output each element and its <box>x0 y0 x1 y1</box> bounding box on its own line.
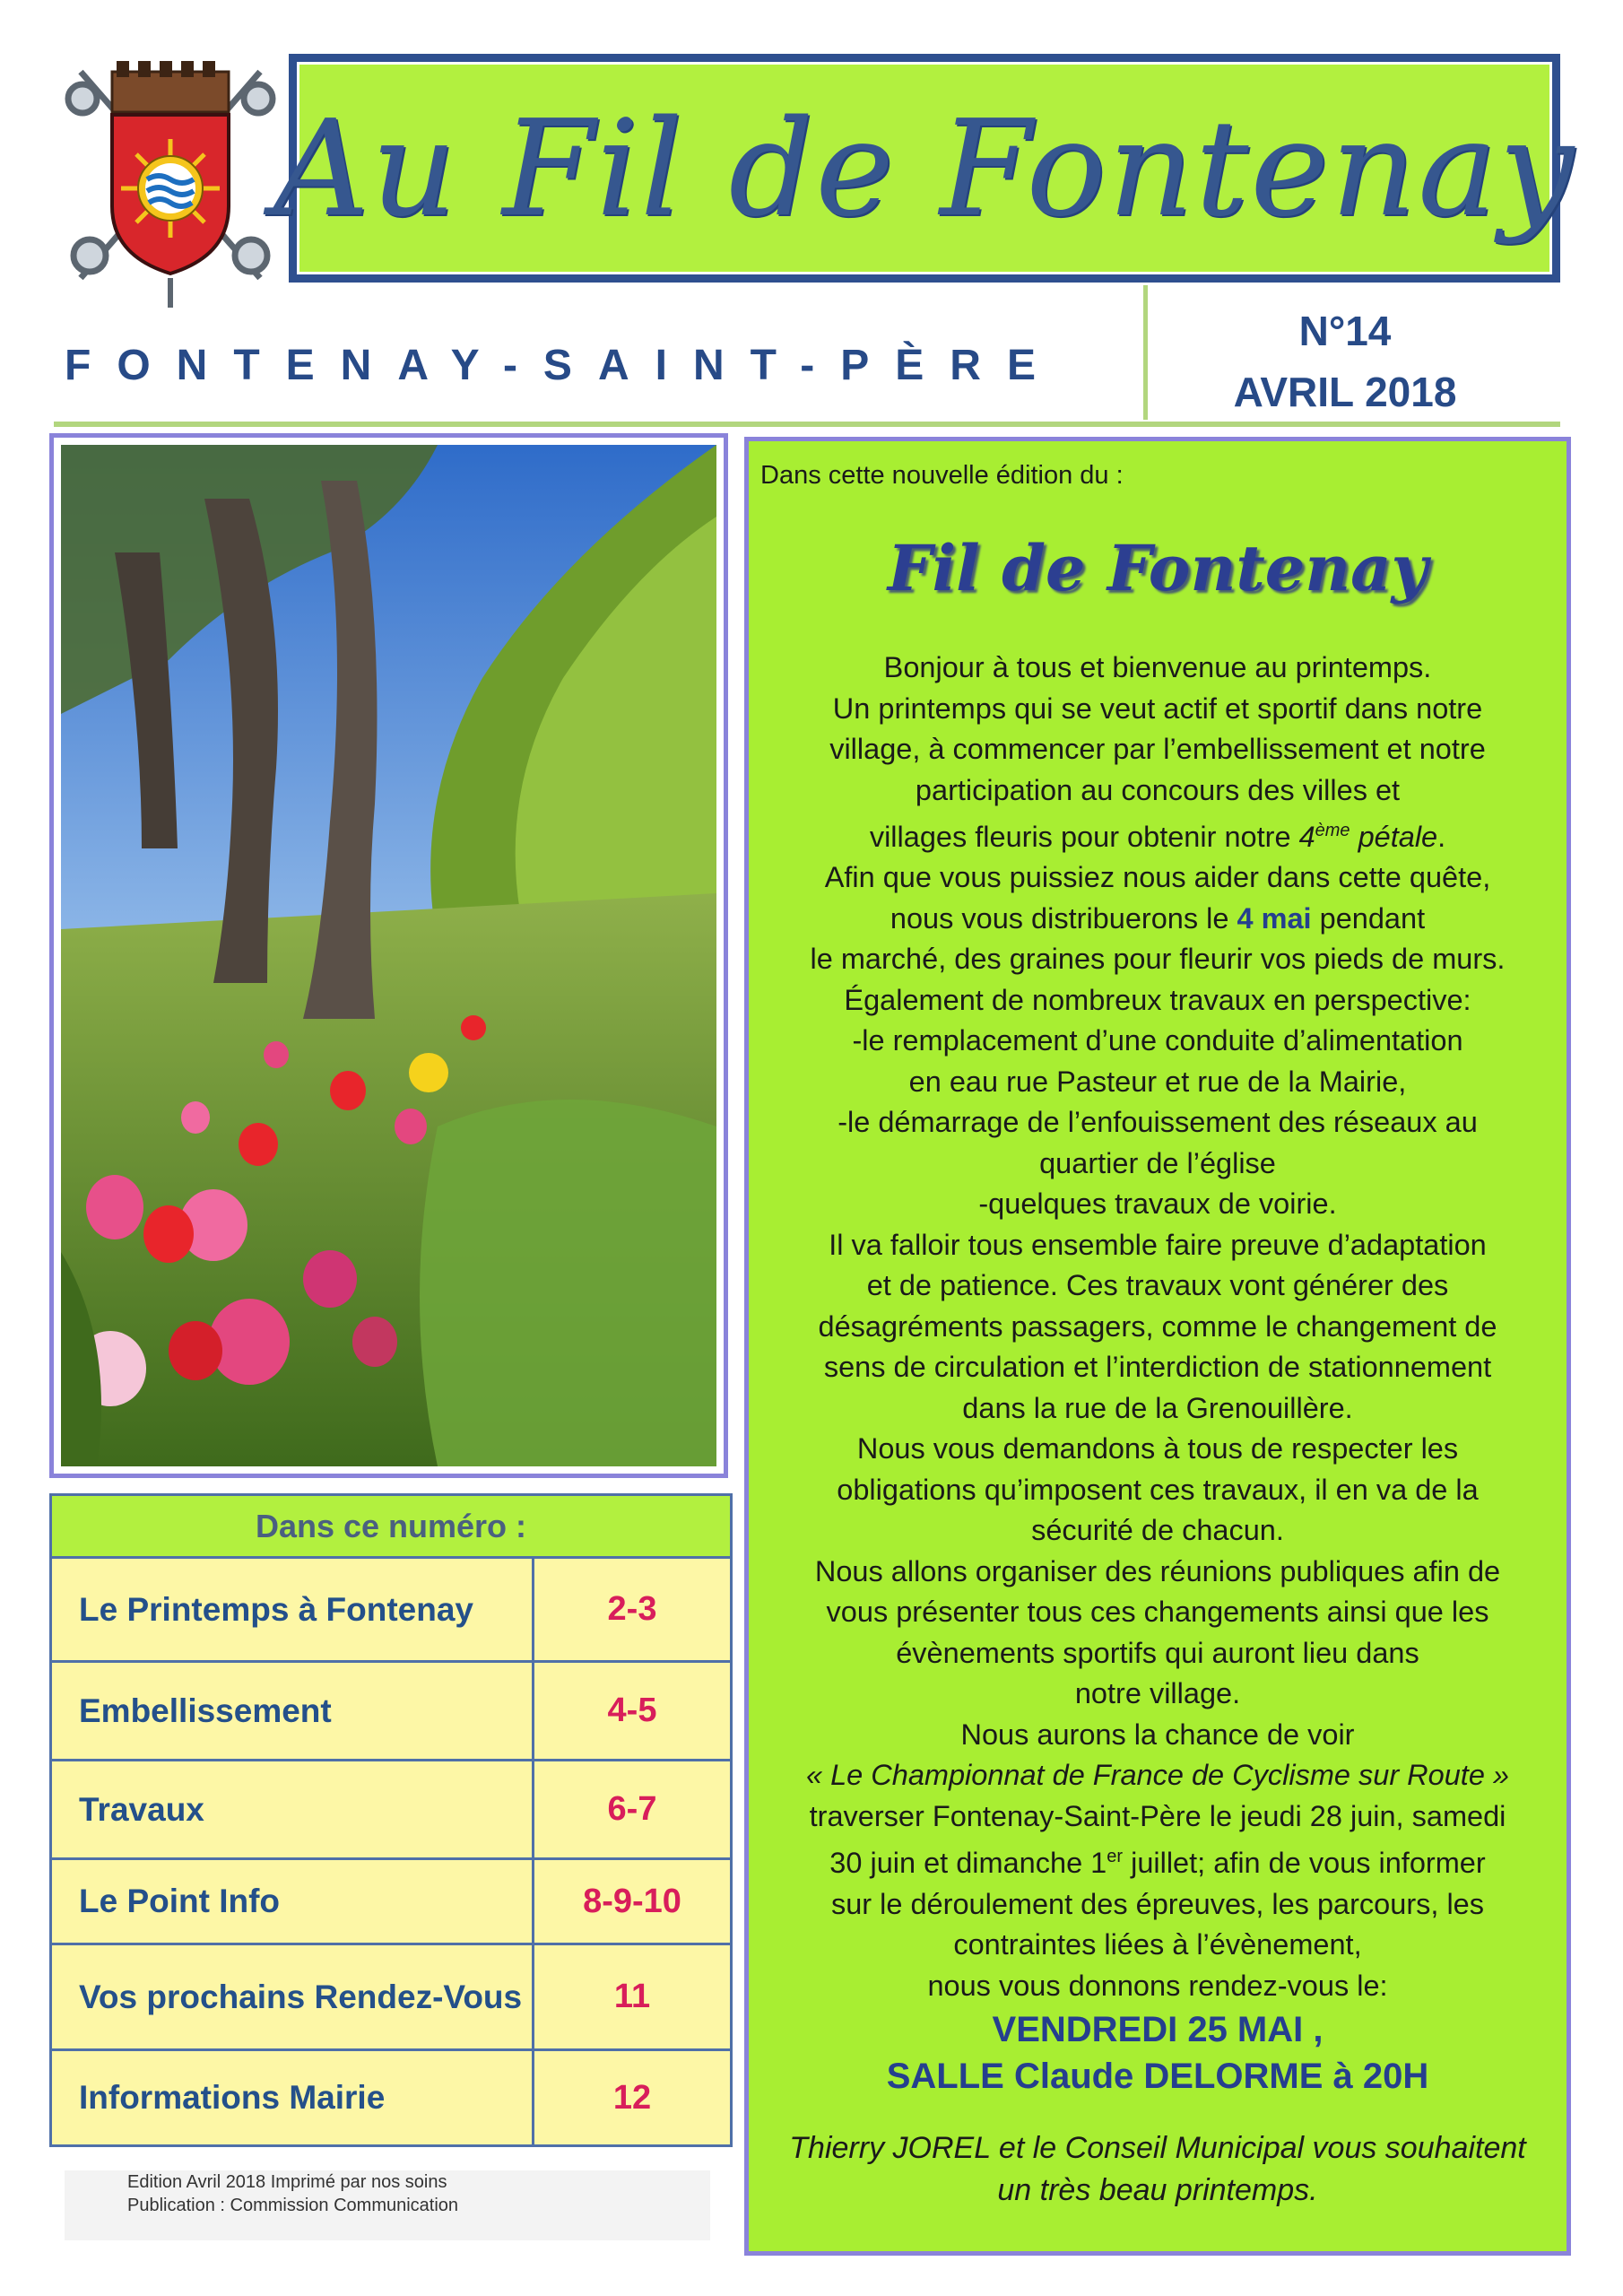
editorial-text: . <box>1437 820 1446 853</box>
toc-row <box>52 1559 730 1663</box>
toc-row <box>52 1860 730 1945</box>
toc-pages: 8-9-10 <box>583 1882 681 1920</box>
editorial-line: participation au concours des villes et <box>915 773 1401 806</box>
editorial-text: villages fleuris pour obtenir notre <box>869 820 1299 853</box>
editorial-line: Un printemps qui se veut actif et sportif dans notre <box>832 691 1483 725</box>
editorial-line: quartier de l’église <box>1039 1146 1276 1179</box>
editorial-line: -le démarrage de l’enfouissement des réseaux au <box>838 1106 1478 1139</box>
editorial-line: évènements sportifs qui auront lieu dans <box>896 1636 1419 1669</box>
editorial-line: -quelques travaux de voirie. <box>978 1187 1337 1221</box>
toc-label: Le Point Info <box>79 1883 281 1919</box>
toc-row <box>52 1663 730 1761</box>
toc-label: Vos prochains Rendez-Vous <box>79 1978 523 2015</box>
editorial-text: pendant <box>1311 901 1426 935</box>
editorial-line: Nous vous demandons à tous de respecter les <box>856 1432 1459 1465</box>
editorial-body <box>758 648 1558 2100</box>
meeting-place: SALLE Claude DELORME à 20H <box>886 2057 1429 2097</box>
toc-label: Travaux <box>79 1790 204 1828</box>
editorial-superscript: ème <box>1315 821 1350 840</box>
toc-label: Embellissement <box>79 1692 332 1729</box>
spring-photo-frame <box>49 433 728 1478</box>
toc-row <box>52 2051 730 2144</box>
print-credits <box>65 2170 710 2240</box>
editorial-text: 4 <box>1298 820 1315 853</box>
issue-number: N°14 <box>1298 308 1392 354</box>
editorial-text: pétale <box>1350 820 1438 853</box>
editorial-line <box>758 1837 1558 1883</box>
editorial-line: en eau rue Pasteur et rue de la Mairie, <box>908 1065 1407 1098</box>
editorial-line: vous présenter tous ces changements ainsi que les <box>826 1596 1489 1629</box>
editorial-panel <box>744 437 1571 2256</box>
spring-photo <box>61 445 716 1466</box>
editorial-superscript: er <box>1107 1847 1124 1867</box>
credits-line: Publication : Commission Communication <box>127 2196 459 2215</box>
toc-pages: 2-3 <box>607 1590 657 1628</box>
editorial-line: le marché, des graines pour fleurir vos pieds de murs. <box>810 943 1506 976</box>
editorial-line: Il va falloir tous ensemble faire preuve d’adaptation <box>829 1228 1487 1261</box>
editorial-line: -le remplacement d’une conduite d’alimentation <box>852 1024 1463 1057</box>
editorial-line: Bonjour à tous et bienvenue au printemps. <box>883 651 1432 683</box>
editorial-line: sécurité de chacun. <box>1031 1514 1284 1547</box>
meeting-date: VENDREDI 25 MAI , <box>992 2010 1324 2050</box>
signature-line: un très beau printemps. <box>997 2173 1318 2207</box>
editorial-line: traverser Fontenay-Saint-Père le jeudi 28 juin, samedi <box>809 1799 1506 1832</box>
editorial-line: nous vous donnons rendez-vous le: <box>927 1969 1388 2002</box>
issue-date: AVRIL 2018 <box>1233 369 1457 415</box>
toc-pages: 12 <box>612 2078 652 2117</box>
editorial-line <box>758 811 1558 857</box>
editorial-text: juillet; afin de vous informer <box>1123 1847 1486 1880</box>
editorial-title: Fil de Fontenay <box>887 531 1428 605</box>
toc-pages: 6-7 <box>607 1790 657 1828</box>
editorial-line: Afin que vous puissiez nous aider dans cette quête, <box>824 861 1491 894</box>
editorial-signature <box>758 2127 1558 2212</box>
newsletter-title: Au Fil de Fontenay <box>273 91 1576 246</box>
editorial-line: Également de nombreux travaux en perspective: <box>844 983 1471 1016</box>
signature-line: Thierry JOREL et le Conseil Municipal vous souhaitent <box>789 2131 1526 2165</box>
editorial-line <box>758 899 1558 940</box>
editorial-line: « Le Championnat de France de Cyclisme sur Route » <box>805 1759 1509 1792</box>
toc-label: Informations Mairie <box>79 2079 386 2116</box>
toc-pages: 4-5 <box>607 1692 657 1729</box>
toc-label: Le Printemps à Fontenay <box>79 1590 473 1628</box>
toc-heading: Dans ce numéro : <box>52 1496 730 1559</box>
masthead-vertical-divider <box>1143 285 1148 420</box>
village-name: FONTENAY-SAINT-PÈRE <box>65 342 1062 389</box>
editorial-text: nous vous distribuerons le <box>890 901 1237 935</box>
editorial-line: Nous aurons la chance de voir <box>960 1718 1355 1751</box>
editorial-bold: 4 mai <box>1237 901 1312 935</box>
editorial-line: notre village. <box>1074 1677 1241 1710</box>
editorial-line: dans la rue de la Grenouillère. <box>962 1391 1353 1424</box>
editorial-line: sens de circulation et l’interdiction de stationnement <box>823 1351 1492 1384</box>
coat-of-arms-logo <box>63 54 278 309</box>
editorial-line: obligations qu’imposent ces travaux, il en va de la <box>837 1473 1479 1506</box>
toc-pages: 11 <box>613 1978 651 2015</box>
toc-row <box>52 1761 730 1860</box>
title-banner-inner <box>273 62 1576 274</box>
title-banner <box>273 54 1576 283</box>
editorial-line: sur le déroulement des épreuves, les parcours, les <box>830 1887 1484 1920</box>
editorial-line: et de patience. Ces travaux vont générer des <box>866 1269 1449 1302</box>
editorial-text: 30 juin et dimanche 1 <box>829 1847 1107 1880</box>
editorial-line: désagréments passagers, comme le changement de <box>818 1309 1497 1343</box>
editorial-intro: Dans cette nouvelle édition du : <box>760 461 1124 490</box>
credits-line: Edition Avril 2018 Imprimé par nos soins <box>127 2172 447 2192</box>
editorial-line: village, à commencer par l’embellissement et notre <box>829 733 1486 765</box>
editorial-line: Nous allons organiser des réunions publiques afin de <box>814 1554 1501 1587</box>
toc-row <box>52 1945 730 2051</box>
issue-info <box>1157 300 1533 422</box>
editorial-line: contraintes liées à l’évènement, <box>953 1928 1362 1961</box>
table-of-contents <box>49 1493 733 2147</box>
